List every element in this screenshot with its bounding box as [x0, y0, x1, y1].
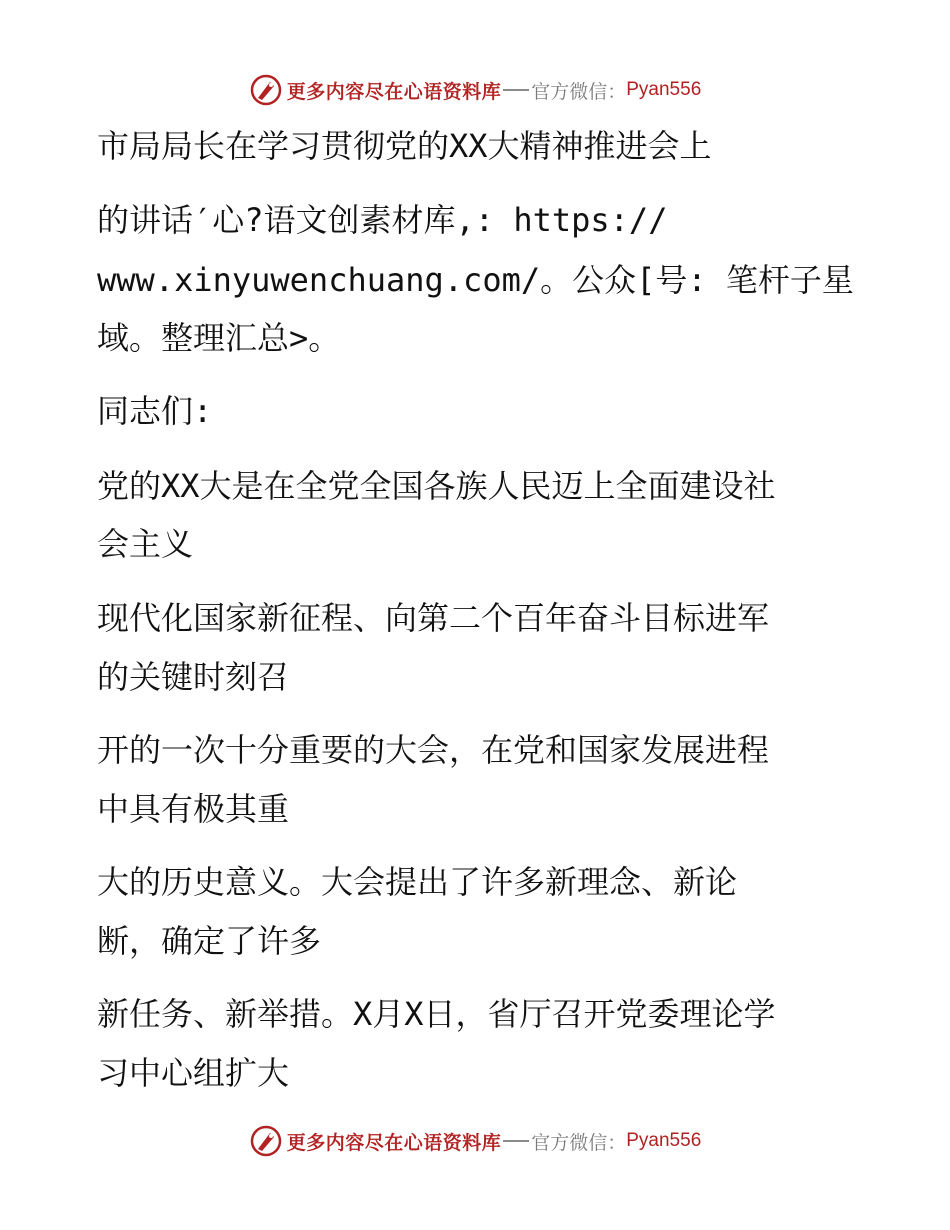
paragraph-line: 党的XX大是在全党全国各族人民迈上全面建设社 [97, 467, 776, 505]
banner-wechat-id: Pyan556 [626, 79, 702, 100]
banner-wechat-label: 官方微信： [531, 80, 627, 103]
pen-nib-logo-icon [249, 73, 283, 107]
banner-wechat-label: 官方微信： [531, 1131, 627, 1154]
source-line-url: www.xinyuwenchuang.com/。公众[号: 笔杆子星 [97, 261, 854, 299]
paragraph-line: 新任务、新举措。X月X日，省厅召开党委理论学 [97, 995, 776, 1033]
paragraph-line: 开的一次十分重要的大会，在党和国家发展进程 [97, 731, 770, 769]
paragraph-line: 现代化国家新征程、向第二个百年奋斗目标进军 [97, 599, 770, 637]
banner-dash [503, 89, 529, 91]
title-line-1: 市局局长在学习贯彻党的XX大精神推进会上 [97, 127, 712, 165]
paragraph-line: 大的历史意义。大会提出了许多新理念、新论 [97, 863, 738, 901]
banner-main-text: 更多内容尽在心语资料库 [286, 1131, 502, 1154]
source-line-end: 域。整理汇总>。 [97, 319, 341, 357]
header-watermark-banner [0, 70, 950, 110]
paragraph-line: 的关键时刻召 [97, 658, 290, 696]
banner-wechat-id: Pyan556 [626, 1130, 702, 1151]
banner-dash [503, 1140, 529, 1142]
footer-watermark-banner [0, 1121, 950, 1161]
banner-main-text: 更多内容尽在心语资料库 [286, 80, 502, 103]
paragraph-line: 习中心组扩大 [97, 1054, 290, 1092]
paragraph-line: 断，确定了许多 [97, 922, 322, 960]
salutation-line: 同志们: [97, 392, 213, 430]
pen-nib-logo-icon [249, 1124, 283, 1158]
paragraph-line: 会主义 [97, 525, 194, 563]
paragraph-line: 中具有极其重 [97, 790, 290, 828]
title-line-2: 的讲话′心?语文创素材库,: https:// [97, 201, 668, 239]
